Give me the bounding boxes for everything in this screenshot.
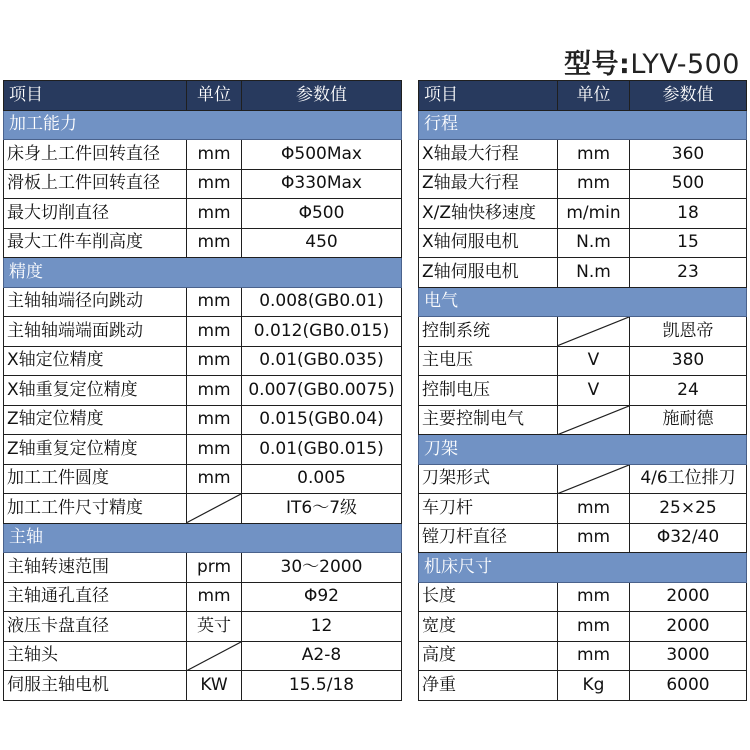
section-header <box>4 258 402 288</box>
spec-table-right <box>418 80 747 701</box>
unit-cell-empty <box>187 641 242 671</box>
table-row <box>4 582 402 612</box>
model-title <box>564 42 740 81</box>
unit-cell-empty <box>558 405 630 435</box>
param-value: A2-8 <box>242 641 402 671</box>
table-row <box>4 641 402 671</box>
param-value: Φ330Max <box>242 169 402 199</box>
param-value: 15.5/18 <box>242 671 402 701</box>
section-header <box>4 110 402 140</box>
table-row <box>4 346 402 376</box>
table-row <box>4 287 402 317</box>
unit: mm <box>187 346 242 376</box>
model-value: LYV-500 <box>630 49 740 80</box>
section-title: 加工能力 <box>4 110 402 140</box>
param-value: 18 <box>630 199 747 229</box>
item-name: 最大工件车削高度 <box>4 228 187 258</box>
table-row <box>4 169 402 199</box>
section-header <box>419 287 747 317</box>
section-title: 精度 <box>4 258 402 288</box>
column-header: 参数值 <box>630 81 747 111</box>
table-row <box>419 140 747 170</box>
param-value: 360 <box>630 140 747 170</box>
unit: mm <box>558 612 630 642</box>
diagonal-slash <box>187 494 241 523</box>
param-value: 施耐德 <box>630 405 747 435</box>
item-name: 控制系统 <box>419 317 558 347</box>
table-row <box>4 228 402 258</box>
section-header <box>419 553 747 583</box>
unit: mm <box>187 199 242 229</box>
unit-cell-empty <box>558 317 630 347</box>
item-name: Z轴重复定位精度 <box>4 435 187 465</box>
item-name: X轴定位精度 <box>4 346 187 376</box>
item-name: 床身上工件回转直径 <box>4 140 187 170</box>
param-value: Φ500 <box>242 199 402 229</box>
unit: mm <box>558 494 630 524</box>
table-row <box>4 671 402 701</box>
param-value: 3000 <box>630 641 747 671</box>
unit: mm <box>187 405 242 435</box>
item-name: 主要控制电气 <box>419 405 558 435</box>
param-value: Φ32/40 <box>630 523 747 553</box>
unit: mm <box>558 523 630 553</box>
column-header: 参数值 <box>242 81 402 111</box>
param-value: 23 <box>630 258 747 288</box>
param-value: 0.01(GB0.035) <box>242 346 402 376</box>
unit: mm <box>187 582 242 612</box>
param-value: 450 <box>242 228 402 258</box>
header-row <box>4 81 402 111</box>
section-title: 电气 <box>419 287 747 317</box>
unit: N.m <box>558 258 630 288</box>
unit: mm <box>187 317 242 347</box>
table-row <box>419 641 747 671</box>
table-row <box>419 258 747 288</box>
item-name: 主电压 <box>419 346 558 376</box>
item-name: X轴伺服电机 <box>419 228 558 258</box>
table-row <box>4 317 402 347</box>
diagonal-slash <box>558 465 629 494</box>
table-row <box>419 317 747 347</box>
table-row <box>419 346 747 376</box>
table-row <box>419 671 747 701</box>
unit: mm <box>187 228 242 258</box>
column-header: 项目 <box>4 81 187 111</box>
unit-cell-empty <box>187 494 242 524</box>
column-header: 单位 <box>558 81 630 111</box>
diagonal-slash <box>558 317 629 346</box>
column-header: 项目 <box>419 81 558 111</box>
unit: m/min <box>558 199 630 229</box>
unit: Kg <box>558 671 630 701</box>
unit: mm <box>558 140 630 170</box>
table-row <box>4 464 402 494</box>
unit: mm <box>187 169 242 199</box>
unit: V <box>558 376 630 406</box>
unit: mm <box>187 435 242 465</box>
item-name: 加工工件尺寸精度 <box>4 494 187 524</box>
item-name: 主轴轴端径向跳动 <box>4 287 187 317</box>
item-name: X/Z轴快移速度 <box>419 199 558 229</box>
param-value: 24 <box>630 376 747 406</box>
item-name: Z轴最大行程 <box>419 169 558 199</box>
item-name: 控制电压 <box>419 376 558 406</box>
unit: V <box>558 346 630 376</box>
item-name: 镗刀杆直径 <box>419 523 558 553</box>
table-row <box>419 582 747 612</box>
item-name: 净重 <box>419 671 558 701</box>
item-name: 伺服主轴电机 <box>4 671 187 701</box>
table-row <box>419 612 747 642</box>
item-name: Z轴伺服电机 <box>419 258 558 288</box>
unit: mm <box>187 464 242 494</box>
unit: N.m <box>558 228 630 258</box>
param-value: 4/6工位排刀 <box>630 464 747 494</box>
table-row <box>4 435 402 465</box>
param-value: 380 <box>630 346 747 376</box>
item-name: 滑板上工件回转直径 <box>4 169 187 199</box>
param-value: 0.005 <box>242 464 402 494</box>
table-row <box>4 553 402 583</box>
item-name: 高度 <box>419 641 558 671</box>
table-row <box>419 199 747 229</box>
unit: mm <box>187 376 242 406</box>
item-name: 加工工件圆度 <box>4 464 187 494</box>
param-value: 0.007(GB0.0075) <box>242 376 402 406</box>
section-header <box>419 435 747 465</box>
section-header <box>4 523 402 553</box>
param-value: 2000 <box>630 582 747 612</box>
table-row <box>419 169 747 199</box>
unit: 英寸 <box>187 612 242 642</box>
param-value: 0.008(GB0.01) <box>242 287 402 317</box>
section-title: 机床尺寸 <box>419 553 747 583</box>
item-name: 长度 <box>419 582 558 612</box>
section-title: 行程 <box>419 110 747 140</box>
table-row <box>4 376 402 406</box>
table-row <box>419 464 747 494</box>
param-value: 凯恩帝 <box>630 317 747 347</box>
unit: KW <box>187 671 242 701</box>
param-value: 6000 <box>630 671 747 701</box>
item-name: 主轴转速范围 <box>4 553 187 583</box>
table-row <box>419 376 747 406</box>
table-row <box>4 612 402 642</box>
model-label: 型号: <box>564 49 631 80</box>
section-title: 刀架 <box>419 435 747 465</box>
unit: prm <box>187 553 242 583</box>
section-title: 主轴 <box>4 523 402 553</box>
unit-cell-empty <box>558 464 630 494</box>
table-row <box>4 405 402 435</box>
item-name: 主轴通孔直径 <box>4 582 187 612</box>
table-row <box>4 140 402 170</box>
param-value: IT6～7级 <box>242 494 402 524</box>
header-row <box>419 81 747 111</box>
spec-table-left <box>3 80 402 701</box>
param-value: 500 <box>630 169 747 199</box>
item-name: 主轴轴端端面跳动 <box>4 317 187 347</box>
param-value: 25×25 <box>630 494 747 524</box>
unit: mm <box>187 287 242 317</box>
column-header: 单位 <box>187 81 242 111</box>
item-name: X轴重复定位精度 <box>4 376 187 406</box>
table-row <box>4 199 402 229</box>
table-row <box>419 494 747 524</box>
unit: mm <box>187 140 242 170</box>
param-value: 30～2000 <box>242 553 402 583</box>
item-name: 主轴头 <box>4 641 187 671</box>
diagonal-slash <box>187 642 241 671</box>
param-value: 0.015(GB0.04) <box>242 405 402 435</box>
item-name: X轴最大行程 <box>419 140 558 170</box>
param-value: 0.012(GB0.015) <box>242 317 402 347</box>
param-value: Φ500Max <box>242 140 402 170</box>
diagonal-slash <box>558 406 629 435</box>
section-header <box>419 110 747 140</box>
table-row <box>419 405 747 435</box>
item-name: Z轴定位精度 <box>4 405 187 435</box>
unit: mm <box>558 582 630 612</box>
param-value: 2000 <box>630 612 747 642</box>
item-name: 宽度 <box>419 612 558 642</box>
item-name: 液压卡盘直径 <box>4 612 187 642</box>
param-value: 12 <box>242 612 402 642</box>
table-row <box>419 228 747 258</box>
param-value: 0.01(GB0.015) <box>242 435 402 465</box>
param-value: Φ92 <box>242 582 402 612</box>
table-row <box>4 494 402 524</box>
item-name: 最大切削直径 <box>4 199 187 229</box>
unit: mm <box>558 641 630 671</box>
item-name: 刀架形式 <box>419 464 558 494</box>
unit: mm <box>558 169 630 199</box>
item-name: 车刀杆 <box>419 494 558 524</box>
param-value: 15 <box>630 228 747 258</box>
table-row <box>419 523 747 553</box>
